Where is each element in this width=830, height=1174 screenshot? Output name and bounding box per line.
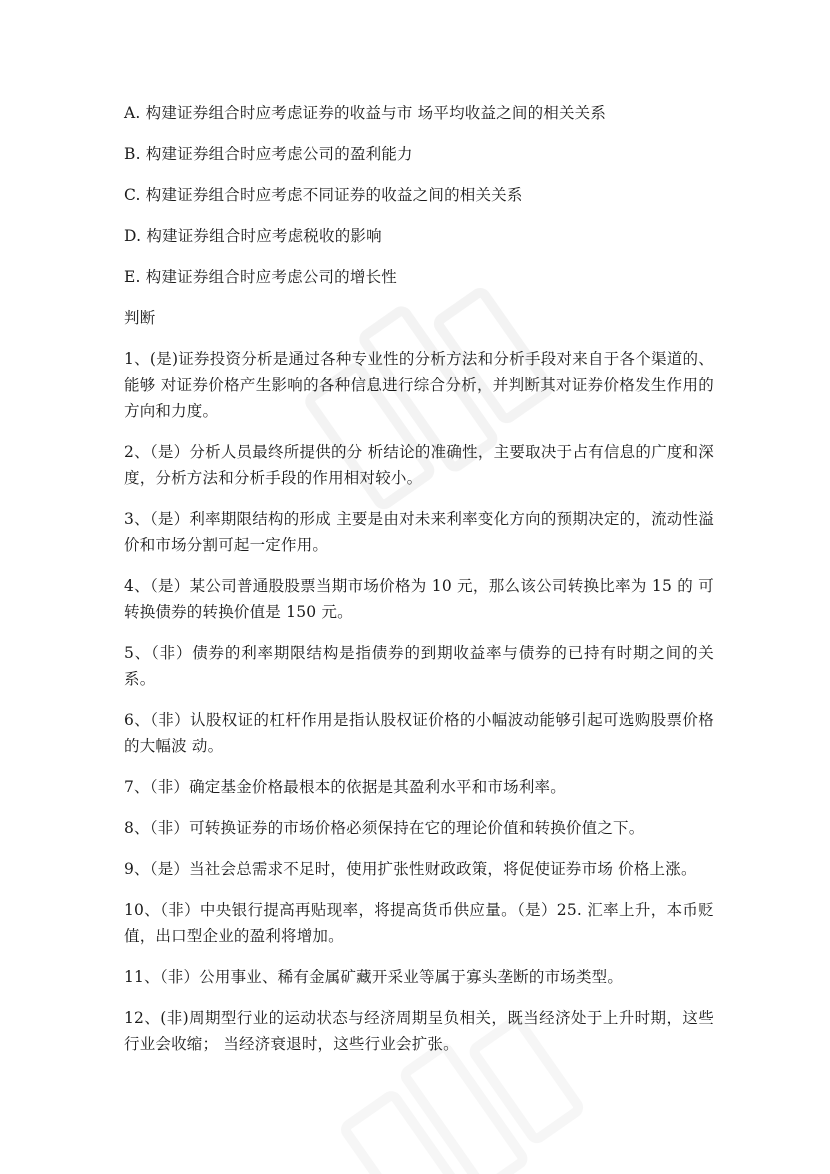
judgement-item-4: 4、（是）某公司普通股股票当期市场价格为 10 元，那么该公司转换比率为 15 的 可转换债券的转换价值是 150 元。 (124, 577, 714, 621)
document-body (124, 100, 714, 1072)
judgement-item-12: 12、(非)周期型行业的运动状态与经济周期呈负相关，既当经济处于上升时期，这些行业会收缩； 当经济衰退时，这些行业会扩张。 (124, 1009, 714, 1053)
judgement-item-1: 1、(是)证券投资分析是通过各种专业性的分析方法和分析手段对来自于各个渠道的、能够 对证券价格产生影响的各种信息进行综合分析，并判断其对证券价格发生作用的方向和力度。 (124, 350, 714, 420)
option-b: B. 构建证券组合时应考虑公司的盈利能力 (124, 145, 413, 163)
judgement-item-3: 3、（是）利率期限结构的形成 主要是由对未来利率变化方向的预期决定的，流动性溢价和市场分割可起一定作用。 (124, 510, 714, 554)
judgement-item-5: 5、（非）债券的利率期限结构是指债券的到期收益率与债券的已持有时期之间的关系。 (124, 644, 714, 688)
option-d: D. 构建证券组合时应考虑税收的影响 (124, 227, 382, 245)
judgement-item-7: 7、（非）确定基金价格最根本的依据是其盈利水平和市场利率。 (124, 778, 566, 796)
judgement-item-10: 10、（非）中央银行提高再贴现率，将提高货币供应量。（是）25. 汇率上升，本币贬值，出口型企业的盈利将增加。 (124, 901, 714, 945)
judgement-item-2: 2、（是）分析人员最终所提供的分 析结论的准确性，主要取决于占有信息的广度和深度，分析方法和分析手段的作用相对较小。 (124, 443, 714, 487)
judgement-item-6: 6、（非）认股权证的杠杆作用是指认股权证价格的小幅波动能够引起可选购股票价格的大幅波 动。 (124, 711, 714, 755)
judgement-item-8: 8、（非）可转换证券的市场价格必须保持在它的理论价值和转换价值之下。 (124, 819, 645, 837)
option-c: C. 构建证券组合时应考虑不同证券的收益之间的相关关系 (124, 186, 523, 204)
judgement-item-9: 9、（是）当社会总需求不足时，使用扩张性财政政策，将促使证券市场 价格上涨。 (124, 860, 697, 878)
option-a: A. 构建证券组合时应考虑证券的收益与市 场平均收益之间的相关关系 (124, 104, 607, 122)
section-heading: 判断 (124, 309, 156, 327)
judgement-item-11: 11、（非）公用事业、稀有金属矿藏开采业等属于寡头垄断的市场类型。 (124, 968, 624, 986)
option-e: E. 构建证券组合时应考虑公司的增长性 (124, 268, 397, 286)
